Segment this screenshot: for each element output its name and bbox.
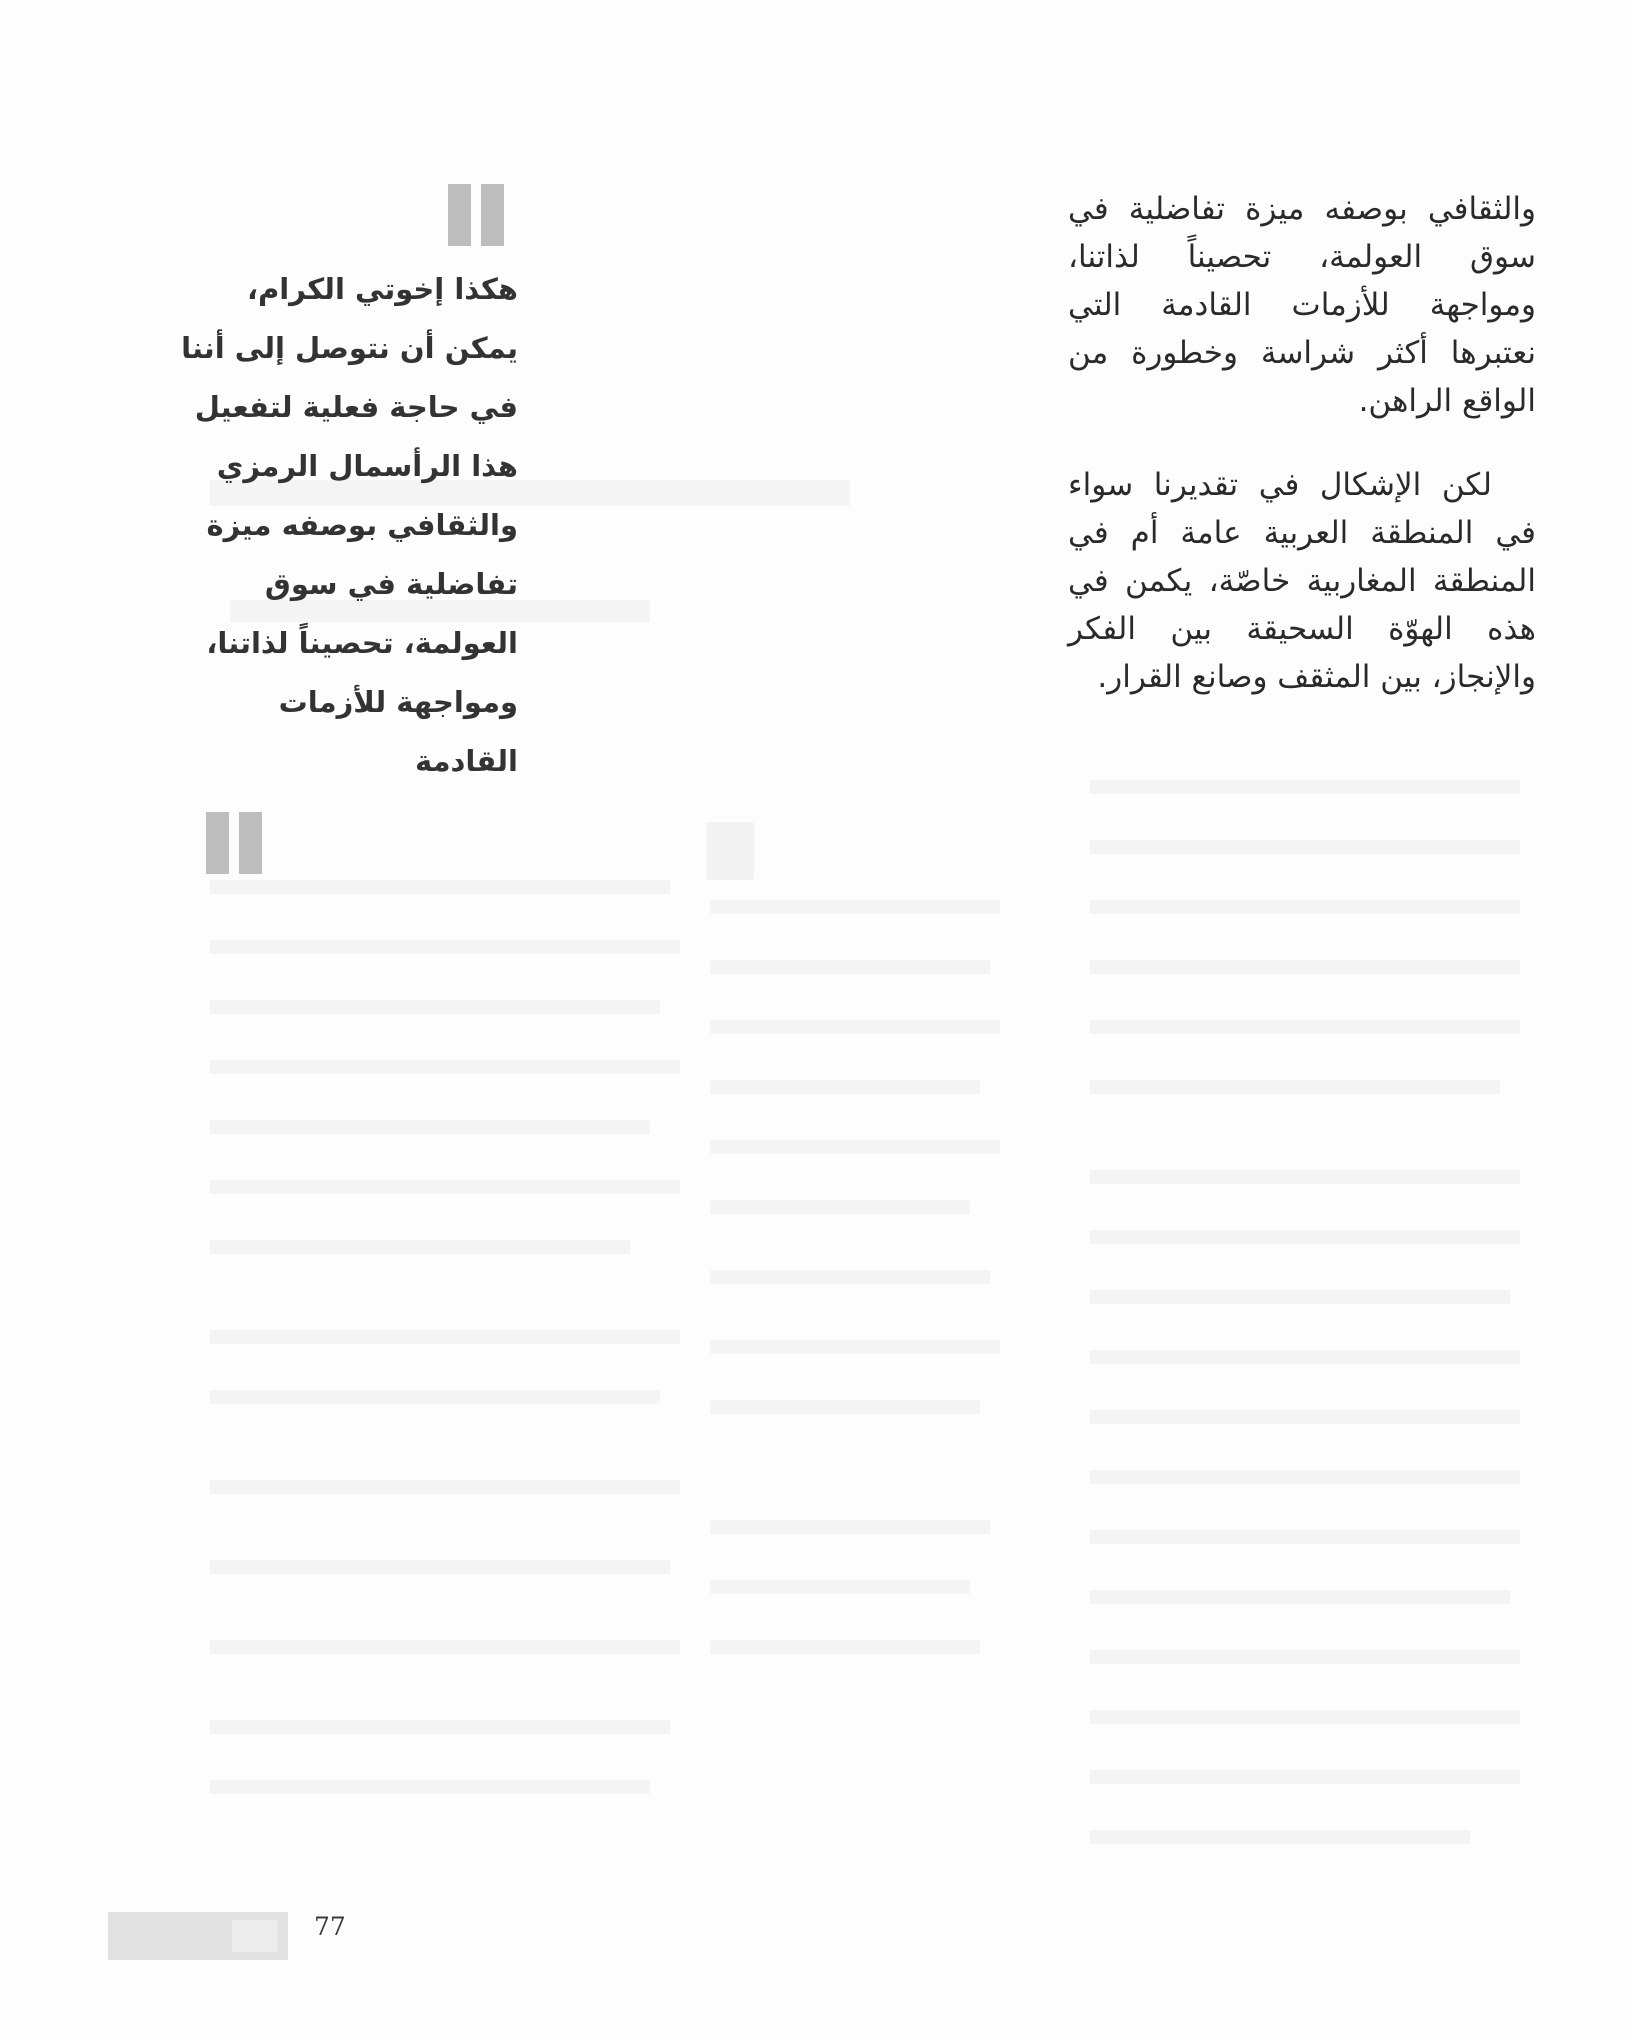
pull-quote-line: تفاضلية في سوق — [264, 567, 518, 601]
closing-quote-mark-icon — [206, 812, 262, 874]
pull-quote — [181, 260, 518, 791]
pull-quote-line: في حاجة فعلية لتفعيل — [194, 390, 518, 424]
pull-quote-line: يمكن أن نتوصل إلى أننا — [181, 331, 518, 365]
pull-quote-line: هذا الرأسمال الرمزي — [216, 449, 518, 483]
body-paragraph: لكن الإشكال في تقديرنا سواء في المنطقة العربية عامة أم في المنطقة المغاربية خاصّة، يكمن في هذه الهوّة السحيقة بين الفكر والإنجاز، بين المثقف وصانع القرار. — [1068, 467, 1536, 695]
body-text-column — [1068, 185, 1536, 701]
page-number: 77 — [314, 1912, 346, 1941]
pull-quote-line: ومواجهة للأزمات — [278, 685, 518, 719]
pull-quote-line: والثقافي بوصفه ميزة — [206, 508, 518, 542]
pull-quote-line: هكذا إخوتي الكرام، — [246, 272, 518, 306]
opening-quote-mark-icon — [448, 184, 504, 246]
folio-logo-strip — [108, 1912, 288, 1960]
pull-quote-line: القادمة — [414, 744, 518, 778]
pull-quote-line: العولمة، تحصيناً لذاتنا، — [206, 626, 518, 660]
body-paragraph: والثقافي بوصفه ميزة تفاضلية في سوق العولمة، تحصيناً لذاتنا، ومواجهة للأزمات القادمة التي نعتبرها أكثر شراسة وخطورة من الواقع الراهن. — [1068, 191, 1536, 419]
